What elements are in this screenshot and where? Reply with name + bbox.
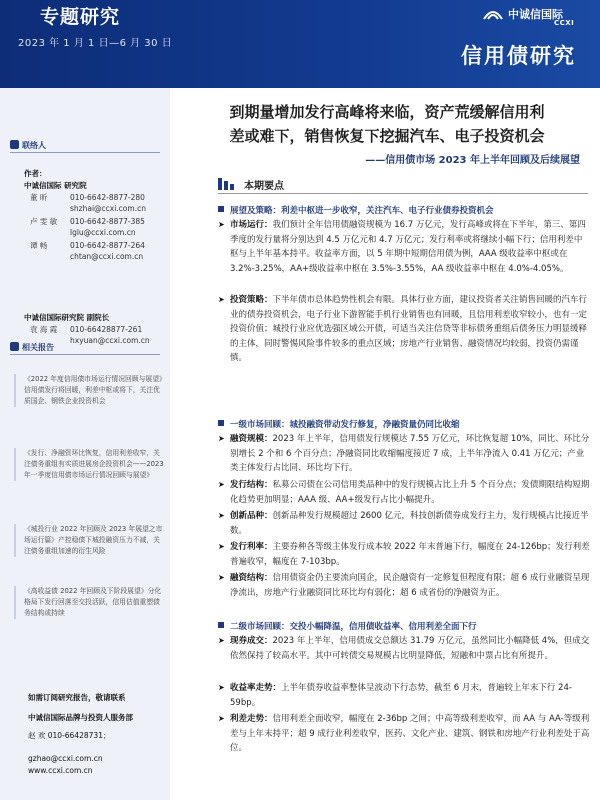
contact-name: 谭 畅 (30, 241, 48, 250)
related-report[interactable]: 《2022 年度信用债市场运行情况回顾与展望》信用债发行将回暖，利差中枢或将下，关注优质国企、钢铁企业投资机会 (24, 375, 163, 405)
contact-row (30, 240, 145, 251)
divider (10, 152, 160, 153)
author-dept: 中诚信国际 研究院 (24, 181, 87, 190)
related-title: 相关报告 (22, 343, 54, 352)
contact-phone: 010-6642-8877-385 (70, 217, 145, 226)
contact-email[interactable]: lglu@ccxi.com.cn (70, 228, 136, 237)
bullet-paragraph (218, 712, 590, 756)
bullet-text: 私募公司债在公司信用类品种中的发行规模占比上升 5 个百分点；发债期限结构短期化趋势更加明显；AAA 级、AA+级发行占比小幅提升。 (230, 480, 590, 505)
subscribe-line: 如需订阅研究报告，敬请联系 (28, 693, 126, 702)
square-bullet-icon (218, 206, 224, 212)
block-heading-text: 二级市场回顾：交投小幅降温，信用债收益率、信用利差全面下行 (230, 622, 477, 632)
bullet-paragraph (218, 293, 590, 366)
bullet-paragraph (218, 634, 590, 663)
website-link[interactable]: www.ccxi.com.cn (28, 766, 93, 775)
subscribe-contact: 赵 欢 010-66428731； (28, 731, 111, 740)
bullet-lead: 融资结构： (230, 573, 273, 583)
block-heading (218, 418, 460, 430)
contact-row (30, 216, 145, 227)
contact-email[interactable]: shzhai@ccxi.com.cn (70, 204, 146, 213)
contact-name: 袁 海 霞 (30, 325, 58, 334)
bullet-text: 主要券种各等级主体发行成本较 2022 年末普遍下行，幅度在 24-126bp；发行利差普遍收窄，幅度在 7-103bp。 (230, 542, 590, 567)
contact-row (30, 192, 145, 203)
report-period: 2023 年 1 月 1 日—6 月 30 日 (18, 38, 173, 49)
bullet-paragraph (218, 681, 590, 710)
bullet-lead: 市场运行： (230, 220, 273, 230)
block-heading-text: 展望及策略：利差中枢进一步收窄，关注汽车、电子行业债券投资机会 (230, 206, 494, 216)
square-bullet-icon (218, 622, 224, 628)
author-label: 作者： (24, 169, 47, 178)
bullet-text: 下半年债市总体趋势性机会有限。具体行业方面，建议投资者关注销售回暖的汽车行业的债券投资机会，电子行业下游智能手机行业销售也有回暖，且信用利差收窄较小，也有一定投资价值；城投行业应优选强区域公开债，可适当关注信贷等非标债务重组后债务压力明显缓释的主体，同时警惕风险事件较多的重点区域；房地产行业销售、融资情况均较弱，投资仍需谨慎。 (230, 295, 588, 363)
block-heading (218, 204, 494, 216)
bullet-lead: 融资规模： (230, 434, 273, 444)
bullet-lead: 现券成交： (230, 636, 273, 646)
contacts-icon (10, 140, 19, 149)
divider (218, 193, 588, 194)
arrow-bullet-icon: ➤ (218, 542, 225, 551)
bullet-paragraph (218, 540, 590, 569)
bullet-lead: 利差走势： (230, 714, 273, 724)
bullet-text: 信用债资金仍主要流向国企，民企融资有一定修复但程度有限；超 6 成行业融资呈现净流出，房地产行业融资同比环比均有弱化；超 6 成省份的净融资为正。 (230, 573, 590, 598)
bullet-text: 2023 年上半年，信用债发行规模达 7.55 万亿元，环比恢复超 10%，同比、环比分别增长 2 个和 6 个百分点；净融资同比收缩幅度接近 7 成，上半年净流入 0.41 万亿元；产业类主体发行占比同、环比均下行。 (230, 434, 590, 473)
related-icon (10, 342, 19, 351)
related-report[interactable]: 《发行、净融资环比恢复，信用利差收窄，关注债务重组有实质进展房企投资机会——2023 年一季度信用债市场运行情况回顾与展望》 (24, 449, 164, 479)
bullet-lead: 收益率走势： (230, 683, 282, 693)
bullet-paragraph (218, 571, 590, 600)
arrow-bullet-icon: ➤ (218, 573, 225, 582)
bullet-lead: 发行利率： (230, 542, 273, 552)
sidebar (0, 88, 170, 800)
report-title-line2: 差或难下，销售恢复下挖掘汽车、电子投资机会 (229, 127, 545, 145)
logo-mark-icon (482, 5, 504, 23)
report-subtitle: ——信用债市场 2023 年上半年回顾及后续展望 (365, 155, 580, 166)
square-bullet-icon (218, 420, 224, 426)
report-type: 信用债研究 (461, 44, 576, 68)
bullet-text: 上半年债券收益率整体呈波动下行态势，截至 6 月末，普遍较上年末下行 24-59bp。 (230, 683, 572, 708)
contact-phone: 010-6642-8877-264 (70, 241, 145, 250)
logo-name: 中诚信国际 (508, 8, 563, 21)
related-report[interactable]: 《城投行业 2022 年回顾及 2023 年展望之市场运行篇》产控稳债下城投融资压力不减，关注债务重组加速的衍生风险 (24, 525, 163, 555)
block-heading (218, 620, 477, 632)
bullet-lead: 创新品种： (230, 511, 273, 521)
bullet-paragraph (218, 509, 590, 538)
report-series: 专题研究 (40, 6, 121, 28)
contact-email[interactable]: chtan@ccxi.com.cn (70, 252, 144, 261)
arrow-bullet-icon: ➤ (218, 683, 225, 692)
subscribe-email[interactable]: gzhao@ccxi.com.cn (28, 754, 103, 763)
report-header (0, 0, 600, 88)
block-heading-text: 一级市场回顾：城投融资带动发行修复，净融资量仍同比收缩 (230, 420, 460, 430)
bullet-text: 我们预计全年信用债融资规模为 16.7 万亿元，发行高峰或将在下半年，第三、第四季度的发行量将分别达到 4.5 万亿元和 4.7 万亿元；发行利率或将继续小幅下行；信用利差中枢与上半年基本持平。收益率方面，以 5 年期中短期信用债为例，AAA 级收益率中枢或在 3.2%-3.25%，AA+级收益率中枢在 3.5%-3.55%，AA 级收益率中枢在 4.0%-4.05%。 (230, 220, 586, 274)
related-report[interactable]: 《高收益债 2022 年回顾及下阶段展望》分化格局下发行回落至交投活跃，信用估值重塑债务结构或持续 (24, 586, 164, 619)
bullet-paragraph (218, 432, 590, 476)
contact-phone: 010-66428877-261 (70, 325, 143, 334)
contacts-title: 联络人 (22, 141, 46, 150)
subscribe-dept: 中诚信国际品牌与投资人服务部 (28, 713, 133, 722)
bullet-text: 信用利差全面收窄，幅度在 2-36bp 之间；中高等级利差收窄，而 AA 与 AA-等级利差与上年末持平；超 9 成行业利差收窄，医药、文化产业、建筑、钢铁和房地产行业利差处于高位。 (230, 714, 590, 753)
arrow-bullet-icon: ➤ (218, 636, 225, 645)
bullet-lead: 投资策略： (230, 295, 273, 305)
contact-row (30, 324, 142, 335)
contact-name: 董 昕 (30, 193, 48, 202)
section-title: 本期要点 (244, 181, 284, 192)
bullet-text: 创新品种发行规模超过 2600 亿元，科技创新债券成发行主力，发行规模占比接近半数。 (230, 511, 589, 536)
contact-email[interactable]: hxyuan@ccxi.com.cn (70, 336, 150, 345)
vp-dept: 中诚信国际研究院 副院长 (24, 313, 110, 322)
arrow-bullet-icon: ➤ (218, 714, 225, 723)
arrow-bullet-icon: ➤ (218, 295, 225, 304)
contact-name: 卢 雯 敏 (30, 217, 58, 226)
report-title-line1: 到期量增加发行高峰将来临，资产荒缓解信用利 (229, 103, 545, 121)
bullet-paragraph (218, 218, 590, 276)
arrow-bullet-icon: ➤ (218, 480, 225, 489)
arrow-bullet-icon: ➤ (218, 434, 225, 443)
arrow-bullet-icon: ➤ (218, 220, 225, 229)
contact-phone: 010-6642-8877-280 (70, 193, 145, 202)
divider (10, 354, 160, 355)
bars-icon (218, 178, 234, 190)
bullet-text: 2023 年上半年，信用债成交总额达 31.79 万亿元，虽然同比小幅降低 4%，但成交依然保持了较高水平。其中可转债交易规模占比明显降低，短融和中票占比有所提升。 (230, 636, 590, 661)
logo-abbr: CCXI (554, 19, 575, 27)
arrow-bullet-icon: ➤ (218, 511, 225, 520)
section-header (218, 176, 588, 192)
bullet-lead: 发行结构： (230, 480, 273, 490)
bullet-paragraph (218, 478, 590, 507)
ccxi-logo (482, 2, 588, 30)
